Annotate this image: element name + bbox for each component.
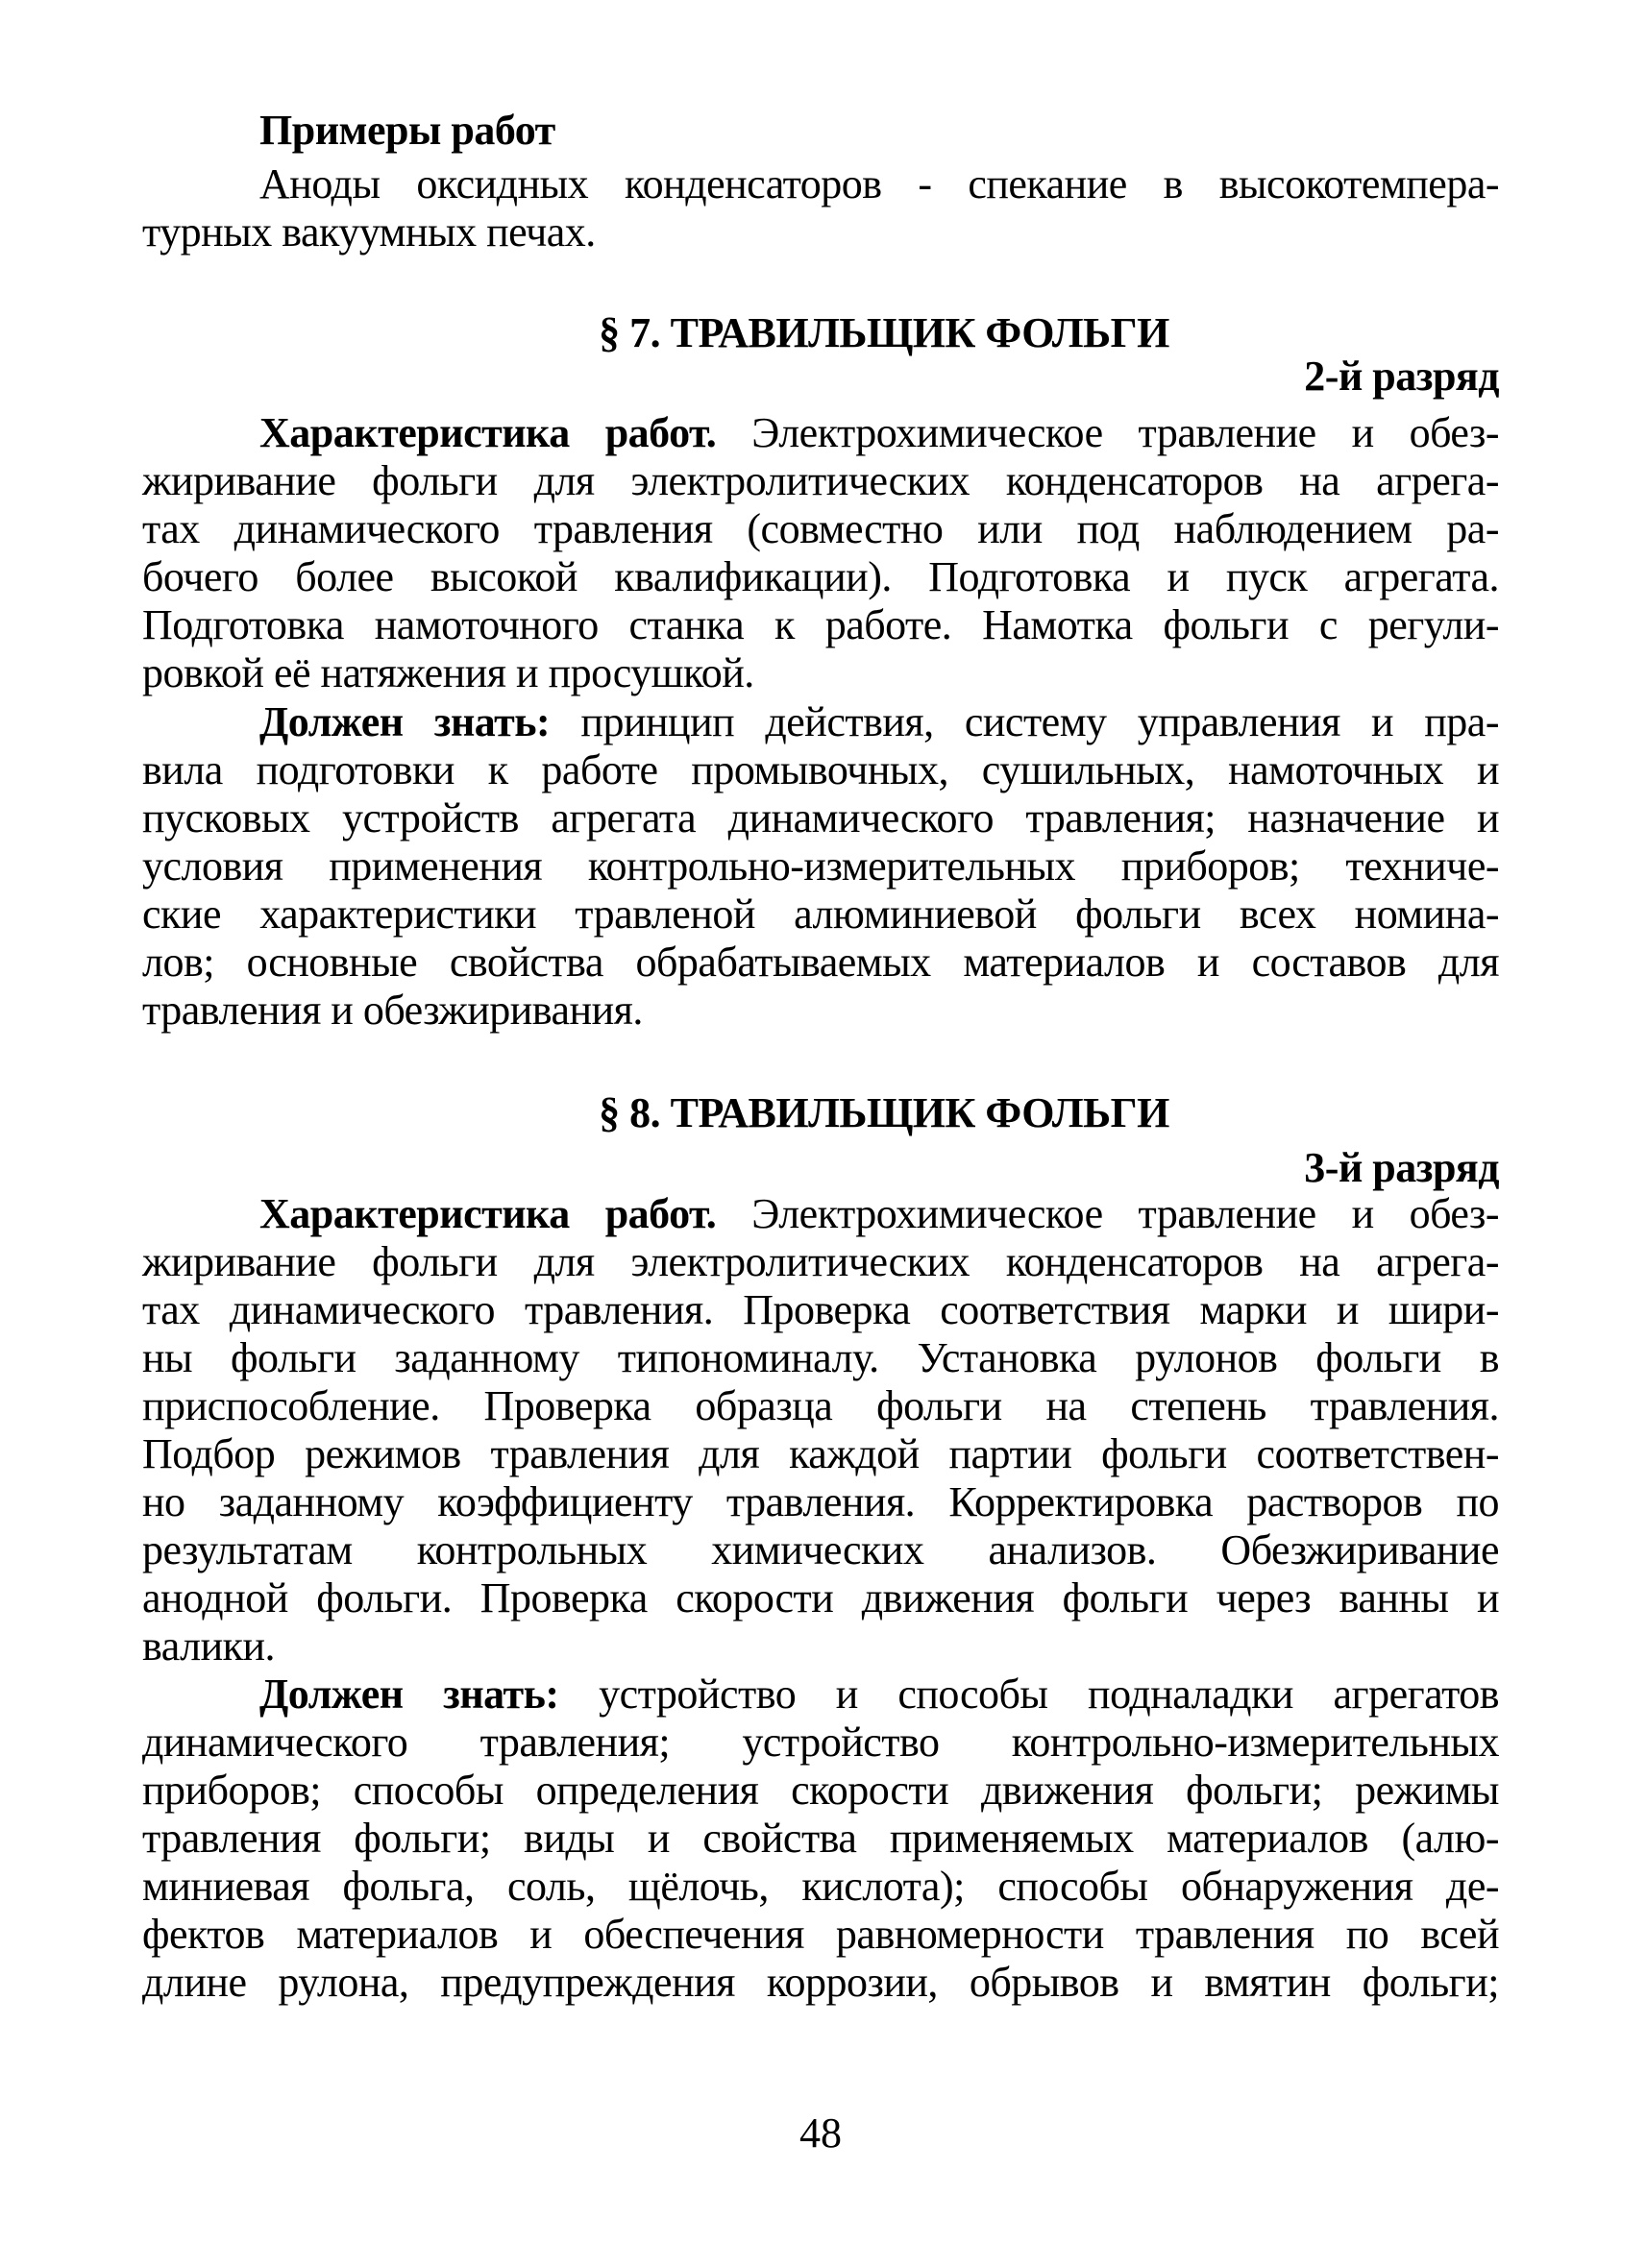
examples-heading: Примеры работ — [259, 107, 555, 154]
text-line — [142, 939, 1499, 987]
text-segment: фектов материалов и обеспечения равномерности травления по всей — [142, 1911, 1499, 1958]
text-segment: жиривание фольги для электролитических конденсаторов на агрега- — [142, 1238, 1499, 1285]
paragraph — [142, 1190, 1499, 1671]
paragraph — [142, 160, 1499, 256]
text-segment: приборов; способы определения скорости движения фольги; режимы — [142, 1767, 1499, 1814]
paragraph — [142, 409, 1499, 697]
text-line — [142, 1911, 1499, 1959]
text-line — [142, 601, 1499, 649]
text-segment: жиривание фольги для электролитических конденсаторов на агрега- — [142, 457, 1499, 504]
section-7-heading: § 7. ТРАВИЛЬЩИК ФОЛЬГИ — [599, 309, 1169, 356]
text-line — [142, 1382, 1499, 1430]
text-line — [142, 1767, 1499, 1815]
paragraph — [142, 1671, 1499, 2007]
text-segment: турных вакуумных печах. — [142, 208, 596, 256]
text-segment: ны фольги заданному типономиналу. Установка рулонов фольги в — [142, 1334, 1499, 1381]
text-segment: длине рулона, предупреждения коррозии, обрывов и вмятин фольги; — [142, 1959, 1499, 2006]
section-8-heading: § 8. ТРАВИЛЬЩИК ФОЛЬГИ — [599, 1089, 1169, 1136]
bold-lead: Должен знать: — [259, 698, 551, 745]
text-line — [142, 1334, 1499, 1382]
text-segment: условия применения контрольно-измерительных приборов; техниче- — [142, 842, 1499, 890]
grade-label: 2-й разряд — [1304, 353, 1499, 400]
text-segment: травления фольги; виды и свойства применяемых материалов (алю- — [142, 1815, 1499, 1862]
text-segment: приспособление. Проверка образца фольги на степень травления. — [142, 1382, 1499, 1429]
grade-label: 3-й разряд — [1304, 1144, 1499, 1191]
text-segment: результатам контрольных химических анализов. Обезжиривание — [142, 1526, 1499, 1573]
text-line — [142, 1719, 1499, 1767]
text-line — [142, 794, 1499, 842]
text-segment: Электрохимическое травление и обез- — [716, 1190, 1500, 1237]
bold-lead: Характеристика работ. — [259, 409, 717, 456]
text-segment: тах динамического травления. Проверка соответствия марки и шири- — [142, 1286, 1499, 1333]
text-line — [142, 160, 1499, 208]
text-line — [142, 1526, 1499, 1574]
text-line — [142, 649, 1499, 697]
text-line — [142, 1959, 1499, 2007]
text-line — [142, 1190, 1499, 1238]
bold-lead: Характеристика работ. — [259, 1190, 717, 1237]
text-segment: вила подготовки к работе промывочных, сушильных, намоточных и — [142, 746, 1499, 793]
text-line — [142, 1574, 1499, 1622]
paragraph — [142, 698, 1499, 1035]
text-segment: ские характеристики травленой алюминиевой фольги всех номина- — [142, 890, 1499, 938]
text-line — [142, 698, 1499, 746]
text-line — [142, 1815, 1499, 1863]
text-line — [142, 746, 1499, 794]
text-segment: устройство и способы подналадки агрегатов — [558, 1671, 1499, 1718]
text-segment: валики. — [142, 1622, 276, 1670]
text-column — [142, 107, 1499, 2007]
text-segment: Электрохимическое травление и обез- — [716, 409, 1500, 456]
page-number: 48 — [799, 2109, 842, 2157]
text-segment: миниевая фольга, соль, щёлочь, кислота); способы обнаружения де- — [142, 1863, 1499, 1910]
text-segment: принцип действия, систему управления и пра- — [550, 698, 1499, 745]
text-segment: Подбор режимов травления для каждой партии фольги соответствен- — [142, 1430, 1499, 1477]
text-segment: динамического травления; устройство контрольно-измерительных — [142, 1719, 1499, 1766]
text-line — [142, 842, 1499, 890]
text-segment: лов; основные свойства обрабатываемых материалов и составов для — [142, 939, 1499, 986]
text-line — [142, 890, 1499, 939]
text-line — [142, 1478, 1499, 1526]
text-line — [142, 1622, 1499, 1671]
text-line — [142, 1430, 1499, 1478]
text-line — [142, 1238, 1499, 1286]
text-line — [142, 505, 1499, 553]
text-line — [142, 553, 1499, 601]
text-segment: пусковых устройств агрегата динамического травления; назначение и — [142, 794, 1499, 841]
text-line — [142, 987, 1499, 1035]
text-line — [142, 1863, 1499, 1911]
text-segment: ровкой её натяжения и просушкой. — [142, 649, 754, 696]
text-line — [142, 1286, 1499, 1334]
text-line — [142, 1671, 1499, 1719]
text-segment: травления и обезжиривания. — [142, 987, 643, 1034]
text-segment: анодной фольги. Проверка скорости движения фольги через ванны и — [142, 1574, 1499, 1622]
text-segment: но заданному коэффициенту травления. Корректировка растворов по — [142, 1478, 1499, 1525]
text-segment: Подготовка намоточного станка к работе. Намотка фольги с регули- — [142, 601, 1499, 648]
text-line — [142, 409, 1499, 457]
text-segment: Аноды оксидных конденсаторов - спекание в высокотемпера- — [259, 160, 1499, 207]
bold-lead: Должен знать: — [259, 1671, 559, 1718]
text-segment: бочего более высокой квалификации). Подготовка и пуск агрегата. — [142, 553, 1499, 600]
text-segment: тах динамического травления (совместно или под наблюдением ра- — [142, 505, 1499, 552]
text-line — [142, 457, 1499, 505]
text-line — [142, 208, 1499, 256]
